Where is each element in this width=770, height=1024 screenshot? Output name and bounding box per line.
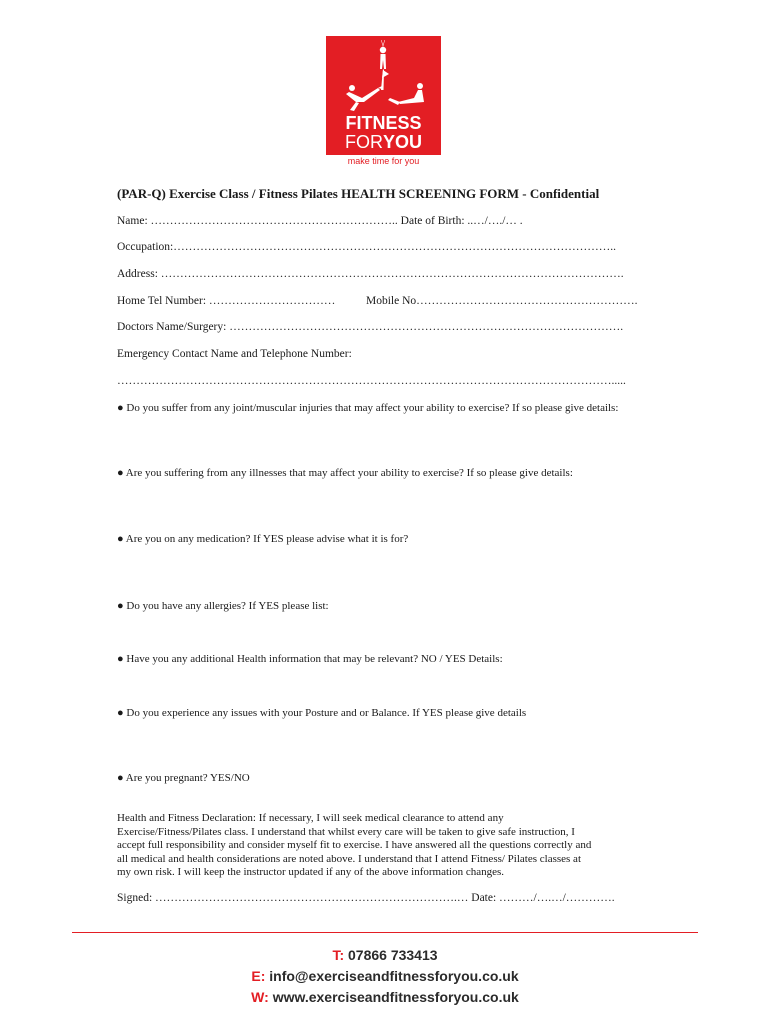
phone-label: T: [332,947,345,963]
declaration-line: accept full responsibility and consider myself fit to exercise. I have answered all the questions correctly and [117,839,592,851]
declaration-line: Exercise/Fitness/Pilates class. I understand that whilst every care will be taken to give safe instruction, I [117,825,575,838]
name-field[interactable]: Name: ……………………………………………………….. Date of Birth: ..…/…./… . [117,215,523,227]
question-medication: ● Are you on any medication? If YES please advise what it is for? [117,533,409,545]
brand-logo [326,36,441,155]
brand-line2-for: FOR [344,132,383,152]
address-field[interactable]: Address: …………………………………………………………………………………………………………. [117,268,624,280]
website-label: W: [251,989,269,1005]
emergency-contact-field[interactable]: …………………………………………………………………………………………………………………..... [117,375,626,387]
question-injuries: ● Do you suffer from any joint/muscular injuries that may affect your ability to exercise? If so please give details: [117,402,619,414]
declaration-line: Health and Fitness Declaration: If necessary, I will seek medical clearance to attend any [117,812,504,824]
form-title: (PAR-Q) Exercise Class / Fitness Pilates HEALTH SCREENING FORM - Confidential [117,186,600,201]
phone-value: 07866 733413 [348,947,438,963]
email-link[interactable]: info@exerciseandfitnessforyou.co.uk [269,968,519,984]
question-additional-health: ● Have you any additional Health information that may be relevant? NO / YES Details: [117,653,503,665]
signature-date-field[interactable]: Signed: …………………………………………………………………….… Date: ………/….…/…………. [117,892,615,904]
declaration-line: all medical and health considerations are noted above. I understand that I attend Fitness/ Pilates classes at [117,852,581,865]
question-allergies: ● Do you have any allergies? If YES please list: [117,600,329,612]
footer-website [0,989,770,1005]
brand-line2-you: YOU [382,132,423,152]
footer-email [0,968,770,984]
occupation-field[interactable]: Occupation:…………………………………………………………………………………………………….. [117,241,616,253]
footer-divider [72,932,698,933]
footer-phone [0,947,770,963]
brand-line2 [345,132,422,152]
fitness-silhouettes-icon [326,36,441,155]
health-declaration [117,812,657,880]
declaration-line: my own risk. I will keep the instructor updated if any of the above information changes. [117,866,505,878]
brand-line1: FITNESS [345,113,422,133]
question-illnesses: ● Are you suffering from any illnesses that may affect your ability to exercise? If so please give details: [117,467,573,479]
email-label: E: [251,968,266,984]
doctors-field[interactable]: Doctors Name/Surgery: …………………………………………………………………………………………. [117,321,624,333]
question-pregnant: ● Are you pregnant? YES/NO [117,772,250,784]
question-posture-balance: ● Do you experience any issues with your Posture and or Balance. If YES please give details [117,707,527,719]
home-tel-field[interactable]: Home Tel Number: …………………………… [117,295,336,307]
emergency-contact-label: Emergency Contact Name and Telephone Number: [117,348,352,360]
website-link[interactable]: www.exerciseandfitnessforyou.co.uk [272,989,519,1005]
brand-tagline: make time for you [347,156,420,166]
mobile-field[interactable]: Mobile No…………………………………………………. [366,295,638,307]
